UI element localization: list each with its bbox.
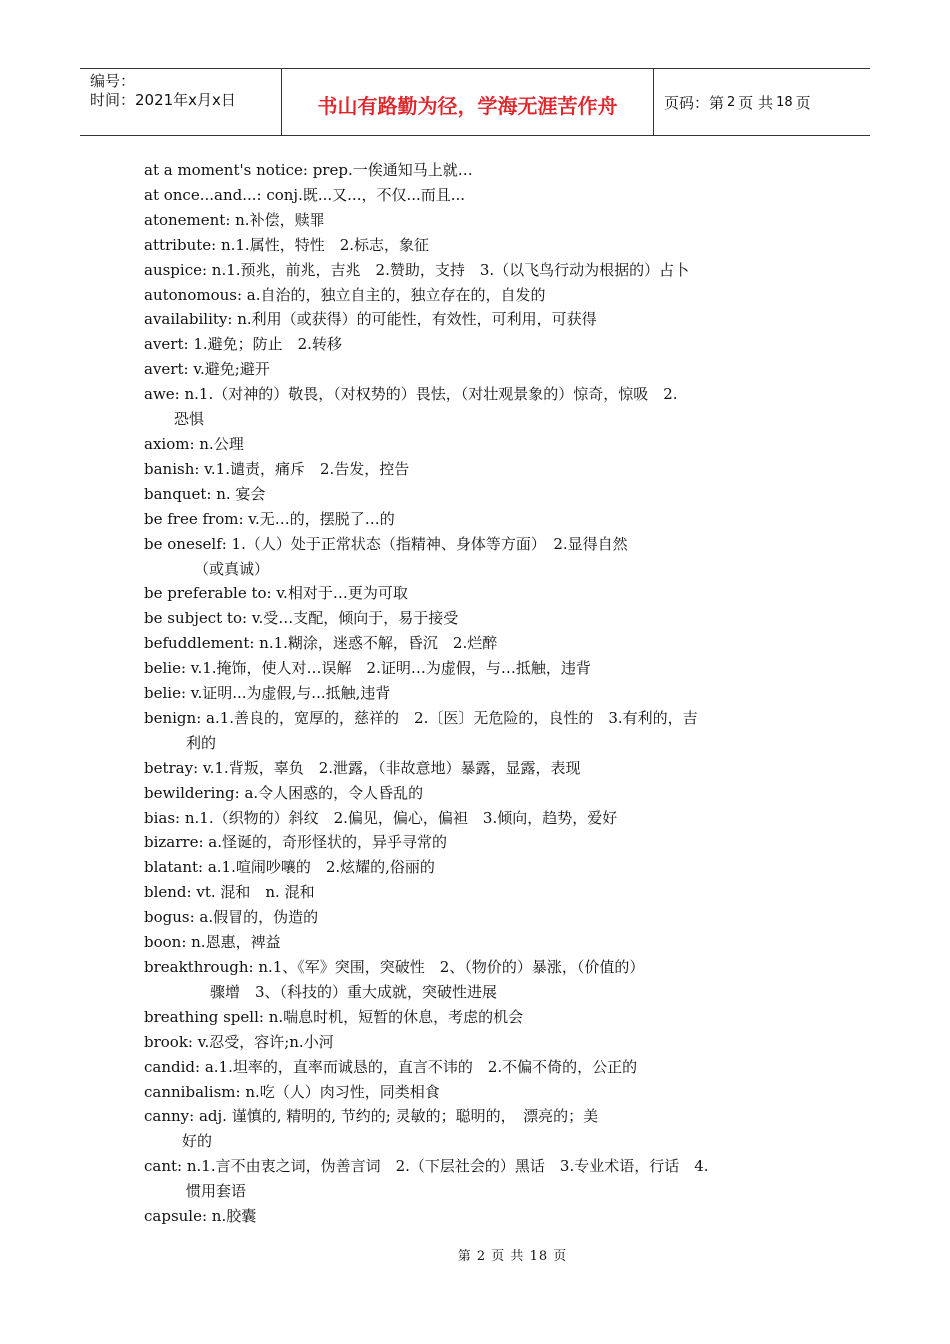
vocab-entry (144, 1030, 764, 1055)
page-suffix: 页 (795, 93, 811, 112)
vocab-entry-text: atonement: n.补偿，赎罪 (144, 210, 325, 229)
vocab-entry (144, 1154, 764, 1204)
vocab-entry-text: be subject to: v.受…支配，倾向于，易于接受 (144, 609, 459, 628)
serial-label: 编号： (90, 72, 136, 90)
vocab-entry-text: blatant: a.1.喧闹吵嚷的 2.炫耀的,俗丽的 (144, 858, 435, 877)
vocab-entry-text: betray: v.1.背叛，辜负 2.泄露，（非故意地）暴露，显露，表现 (144, 758, 581, 777)
vocab-entry (144, 1104, 764, 1154)
header-meta (80, 69, 282, 135)
vocab-entry-text: canny: adj. 谨慎的, 精明的, 节约的; 灵敏的；聪明的， 漂亮的；美 (144, 1107, 599, 1126)
vocab-entry (144, 681, 764, 706)
vocab-entry-text: be oneself: 1.（人）处于正常状态（指精神、身体等方面） 2.显得自然 (144, 534, 628, 553)
vocab-entry-text: autonomous: a.自治的，独立自主的，独立存在的，自发的 (144, 285, 546, 304)
footer-suffix: 页 (553, 1249, 568, 1264)
vocab-entry (144, 357, 764, 382)
vocab-entry (144, 532, 764, 582)
vocab-entry (144, 855, 764, 880)
vocab-entry (144, 955, 764, 1005)
page-mid: 页 共 (738, 93, 774, 112)
page-total: 18 (776, 94, 793, 110)
vocabulary-list (144, 158, 764, 1229)
vocab-entry (144, 233, 764, 258)
vocab-entry-text: be free from: v.无…的，摆脱了…的 (144, 509, 395, 528)
page-number: 2 (727, 94, 736, 110)
vocab-entry-text: at once...and...: conj.既...又...，不仅...而且... (144, 185, 466, 204)
footer-page-total: 18 (529, 1249, 549, 1264)
header-motto: 书山有路勤为径，学海无涯苦作舟 (282, 69, 654, 135)
footer-page-number: 2 (476, 1249, 487, 1264)
vocab-entry-text: bizarre: a.怪诞的，奇形怪状的，异乎寻常的 (144, 833, 447, 852)
vocab-entry-text: belie: v.证明...为虚假,与...抵触,违背 (144, 684, 391, 703)
vocab-entry-text: attribute: n.1.属性，特性 2.标志，象征 (144, 235, 430, 254)
vocab-entry (144, 1204, 764, 1229)
vocab-entry-text: at a moment's notice: prep.一俟通知马上就… (144, 161, 473, 179)
vocab-entry-text: candid: a.1.坦率的，直率而诚恳的，直言不讳的 2.不偏不倚的，公正的 (144, 1057, 638, 1076)
vocab-entry (144, 581, 764, 606)
vocab-entry (144, 208, 764, 233)
page-prefix: 页码：第 (664, 93, 725, 112)
vocab-entry (144, 905, 764, 930)
vocab-entry (144, 756, 764, 781)
vocab-entry-text: capsule: n.胶囊 (144, 1207, 257, 1226)
footer-mid: 页 共 (491, 1249, 525, 1264)
vocab-entry-text: breakthrough: n.1、《军》突围，突破性 2、（物价的）暴涨，（价值的） (144, 958, 645, 976)
vocab-entry (144, 507, 764, 532)
vocab-entry (144, 606, 764, 631)
vocab-entry-text: bewildering: a.令人困惑的，令人昏乱的 (144, 783, 424, 802)
vocab-entry-text: cant: n.1.言不由衷之词，伪善言词 2.（下层社会的）黑话 3.专业术语，行话 4. (144, 1157, 709, 1176)
vocab-entry (144, 806, 764, 831)
vocab-entry (144, 382, 764, 432)
vocab-entry-text: banish: v.1.谴责，痛斥 2.告发，控告 (144, 459, 410, 478)
vocab-entry (144, 307, 764, 332)
vocab-entry (144, 457, 764, 482)
vocab-entry-text: axiom: n.公理 (144, 434, 244, 453)
vocab-entry (144, 1080, 764, 1105)
vocab-entry-continuation: 骤增 3、（科技的）重大成就，突破性进展 (210, 982, 498, 1001)
vocab-entry-text: banquet: n. 宴会 (144, 484, 266, 503)
vocab-entry-continuation: 利的 (186, 733, 217, 752)
vocab-entry (144, 283, 764, 308)
vocab-entry-text: boon: n.恩惠，裨益 (144, 933, 281, 952)
vocab-entry-text: benign: a.1.善良的，宽厚的，慈祥的 2.〔医〕无危险的，良性的 3.有利的，吉 (144, 708, 698, 727)
footer-prefix: 第 (457, 1249, 472, 1264)
vocab-entry (144, 183, 764, 208)
vocab-entry (144, 656, 764, 681)
vocab-entry (144, 830, 764, 855)
vocab-entry-text: belie: v.1.掩饰，使人对…误解 2.证明…为虚假，与…抵触，违背 (144, 659, 591, 678)
time-label: 时间：2021年x月x日 (90, 91, 236, 109)
vocab-entry (144, 880, 764, 905)
vocab-entry-text: avert: 1.避免；防止 2.转移 (144, 335, 342, 354)
vocab-entry (144, 1005, 764, 1030)
vocab-entry (144, 1055, 764, 1080)
header-page-info (654, 69, 870, 135)
vocab-entry-text: bias: n.1.（织物的）斜纹 2.偏见，偏心，偏袒 3.倾向，趋势，爱好 (144, 808, 618, 827)
vocab-entry-text: befuddlement: n.1.糊涂，迷惑不解，昏沉 2.烂醉 (144, 634, 498, 653)
vocab-entry (144, 258, 764, 283)
vocab-entry-text: breathing spell: n.喘息时机，短暂的休息，考虑的机会 (144, 1007, 524, 1026)
vocab-entry (144, 706, 764, 756)
vocab-entry-text: bogus: a.假冒的，伪造的 (144, 908, 319, 927)
vocab-entry-text: awe: n.1.（对神的）敬畏，（对权势的）畏怯，（对壮观景象的）惊奇，惊吸 2. (144, 385, 678, 404)
page-footer (0, 1245, 950, 1264)
vocab-entry (144, 432, 764, 457)
vocab-entry (144, 332, 764, 357)
vocab-entry (144, 781, 764, 806)
vocab-entry-text: availability: n.利用（或获得）的可能性，有效性，可利用，可获得 (144, 310, 597, 329)
vocab-entry-continuation: 惯用套语 (186, 1182, 247, 1201)
vocab-entry-text: avert: v.避免;避开 (144, 360, 270, 379)
vocab-entry-continuation: （或真诚） (194, 559, 270, 578)
vocab-entry (144, 930, 764, 955)
vocab-entry-continuation: 好的 (182, 1132, 213, 1151)
vocab-entry-text: blend: vt. 混和 n. 混和 (144, 883, 315, 902)
vocab-entry (144, 482, 764, 507)
vocab-entry-continuation: 恐惧 (174, 410, 205, 429)
vocab-entry-text: be preferable to: v.相对于…更为可取 (144, 584, 408, 603)
vocab-entry (144, 158, 764, 183)
vocab-entry (144, 631, 764, 656)
vocab-entry-text: cannibalism: n.吃（人）肉习性，同类相食 (144, 1082, 440, 1101)
vocab-entry-text: auspice: n.1.预兆，前兆，吉兆 2.赞助，支持 3.（以飞鸟行动为根据的）占卜 (144, 260, 690, 279)
vocab-entry-text: brook: v.忍受，容许;n.小河 (144, 1032, 334, 1051)
page-header (80, 68, 870, 136)
